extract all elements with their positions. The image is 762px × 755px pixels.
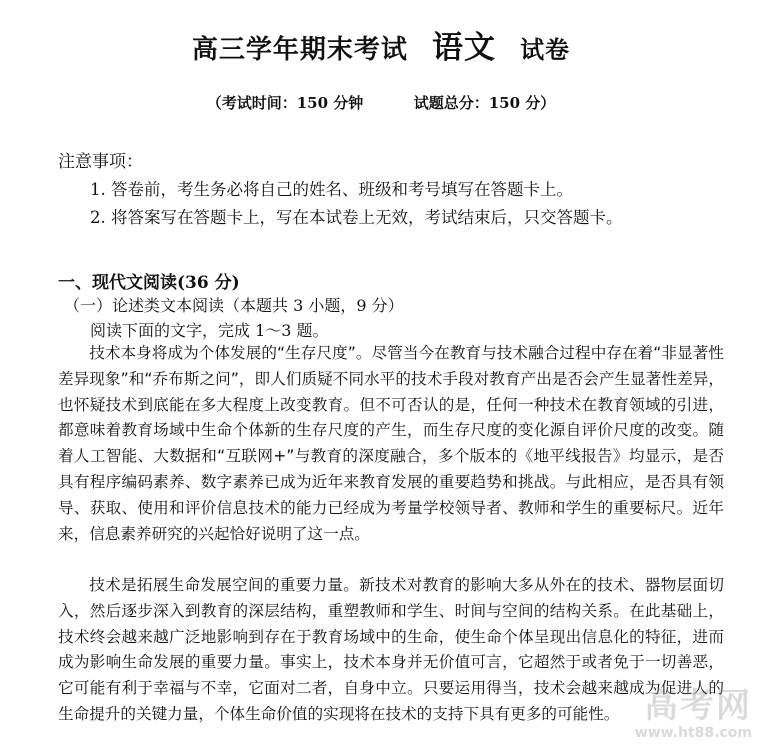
section-title: 一、现代文阅读(36 分): [58, 273, 240, 293]
title-suffix: 试卷: [520, 35, 571, 64]
total-score: 试题总分：150 分）: [413, 94, 556, 112]
title-main: 高三学年期末考试: [191, 35, 408, 65]
notes-label: 注意事项：: [58, 152, 143, 172]
watermark-text: 高考网: [644, 686, 752, 726]
passage-paragraph: 技术本身将成为个体发展的“生存尺度”。尽管当今在教育与技术融合过程中存在着“非显著性差异现象”和“乔布斯之问”，即人们质疑不同水平的技术手段对教育产出是否会产生显著性差异，也怀疑技术到底能在多大程度上改变教育。但不可否认的是，任何一种技术在教育领域的引进，都意味着教育场域中生命个体新的生存尺度的产生，而生存尺度的变化源自评价尺度的改变。随着人工智能、大数据和“互联网+”与教育的深度融合，多个版本的《地平线报告》均显示，是否具有程序编码素养、数字素养已成为近年来教育发展的重要趋势和挑战。与此相应，是否具有领导、获取、使用和评价信息技术的能力已经成为考量学校领导者、教师和学生的重要标尺。近年来，信息素养研究的兴起恰好说明了这一点。: [58, 344, 724, 543]
passage-paragraph: 技术是拓展生命发展空间的重要力量。新技术对教育的影响大多从外在的技术、器物层面切入，然后逐步深入到教育的深层结构，重塑教师和学生、时间与空间的结构关系。在此基础上，技术终会越来越广泛地影响到存在于教育场域中的生命，使生命个体呈现出信息化的特征，进而成为影响生命发展的重要力量。事实上，技术本身并无价值可言，它超然于或者免于一切善恶，它可能有利于幸福与不幸，它面对二者，自身中立。只要运用得当，技术会越来越成为促进人的生命提升的关键力量，个体生命价值的实现将在技术的支持下具有更多的可能性。: [58, 576, 724, 723]
reading-instruction: 阅读下面的文字，完成 1～3 题。: [90, 321, 329, 340]
site-watermark: [562, 687, 752, 747]
note-item: 2. 将答案写在答题卡上，写在本试卷上无效，考试结束后，只交答题卡。: [90, 208, 623, 227]
section-subtitle: （一）论述类文本阅读（本题共 3 小题，9 分）: [64, 296, 404, 315]
note-item: 1. 答卷前，考生务必将自己的姓名、班级和考号填写在答题卡上。: [90, 180, 573, 199]
watermark-url: www.ht88.com: [634, 725, 752, 741]
exam-time: （考试时间：150 分钟: [206, 94, 364, 112]
page-title: [0, 22, 762, 67]
title-subject: 语文: [432, 30, 496, 66]
exam-info: [0, 92, 762, 113]
